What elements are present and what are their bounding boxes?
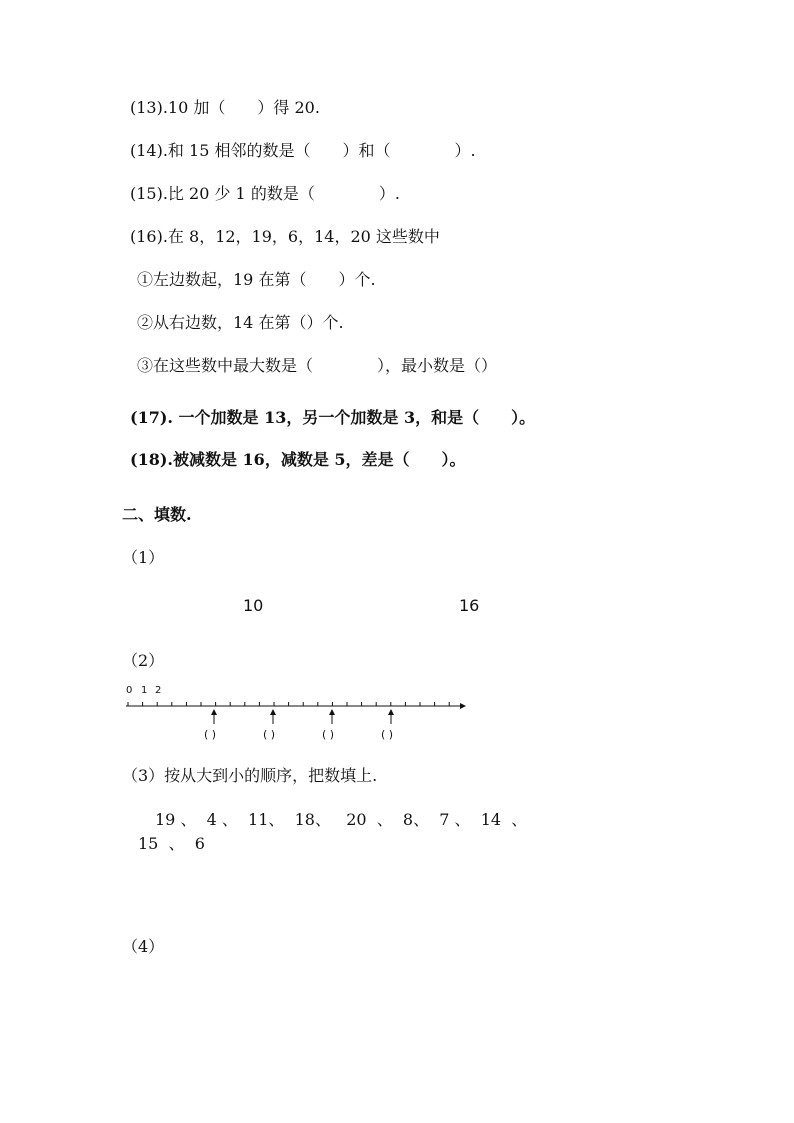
part-2-label: （2） xyxy=(122,651,165,670)
question-16-a: ①左边数起，19 在第（ ）个. xyxy=(137,270,376,289)
part-4-label: （4） xyxy=(122,937,165,956)
axis-arrowhead xyxy=(460,703,466,709)
part-3-label: （3）按从大到小的顺序，把数填上. xyxy=(122,766,378,785)
question-16-c: ③在这些数中最大数是（ ），最小数是（） xyxy=(137,356,498,375)
question-15: (15).比 20 少 1 的数是（ ）. xyxy=(130,184,400,203)
blank-3: ( ) xyxy=(322,728,335,740)
number-sequence-line-2: 15 、 6 xyxy=(138,834,205,853)
question-13: (13).10 加（ ）得 20. xyxy=(130,98,320,117)
question-16: (16).在 8，12，19，6，14，20 这些数中 xyxy=(130,227,440,246)
tick-label: 1 xyxy=(141,685,148,696)
arrow-head xyxy=(211,709,217,715)
part-1-right-number: 16 xyxy=(459,596,480,615)
arrow-head xyxy=(329,709,335,715)
arrow-head xyxy=(388,709,394,715)
number-line xyxy=(120,680,480,740)
question-17: (17). 一个加数是 13，另一个加数是 3，和是（ ）。 xyxy=(130,408,536,427)
blank-1: ( ) xyxy=(204,728,217,740)
part-1-left-number: 10 xyxy=(243,596,264,615)
number-sequence-line-1: 19 、 4 、 11、 18、 20 、 8、 7 、 14 、 xyxy=(155,810,528,829)
part-1-label: （1） xyxy=(122,548,165,567)
question-14: (14).和 15 相邻的数是（ ）和（ ）. xyxy=(130,141,476,160)
question-16-b: ②从右边数，14 在第（）个. xyxy=(137,313,344,332)
section-title: 二、填数. xyxy=(122,505,192,524)
question-18: (18).被减数是 16，减数是 5，差是（ ）。 xyxy=(130,450,466,469)
ticks xyxy=(128,702,449,706)
tick-label: 0 xyxy=(126,685,133,696)
arrows xyxy=(211,709,394,724)
blank-4: ( ) xyxy=(381,728,394,740)
blank-2: ( ) xyxy=(263,728,276,740)
tick-label: 2 xyxy=(155,685,162,696)
arrow-head xyxy=(270,709,276,715)
